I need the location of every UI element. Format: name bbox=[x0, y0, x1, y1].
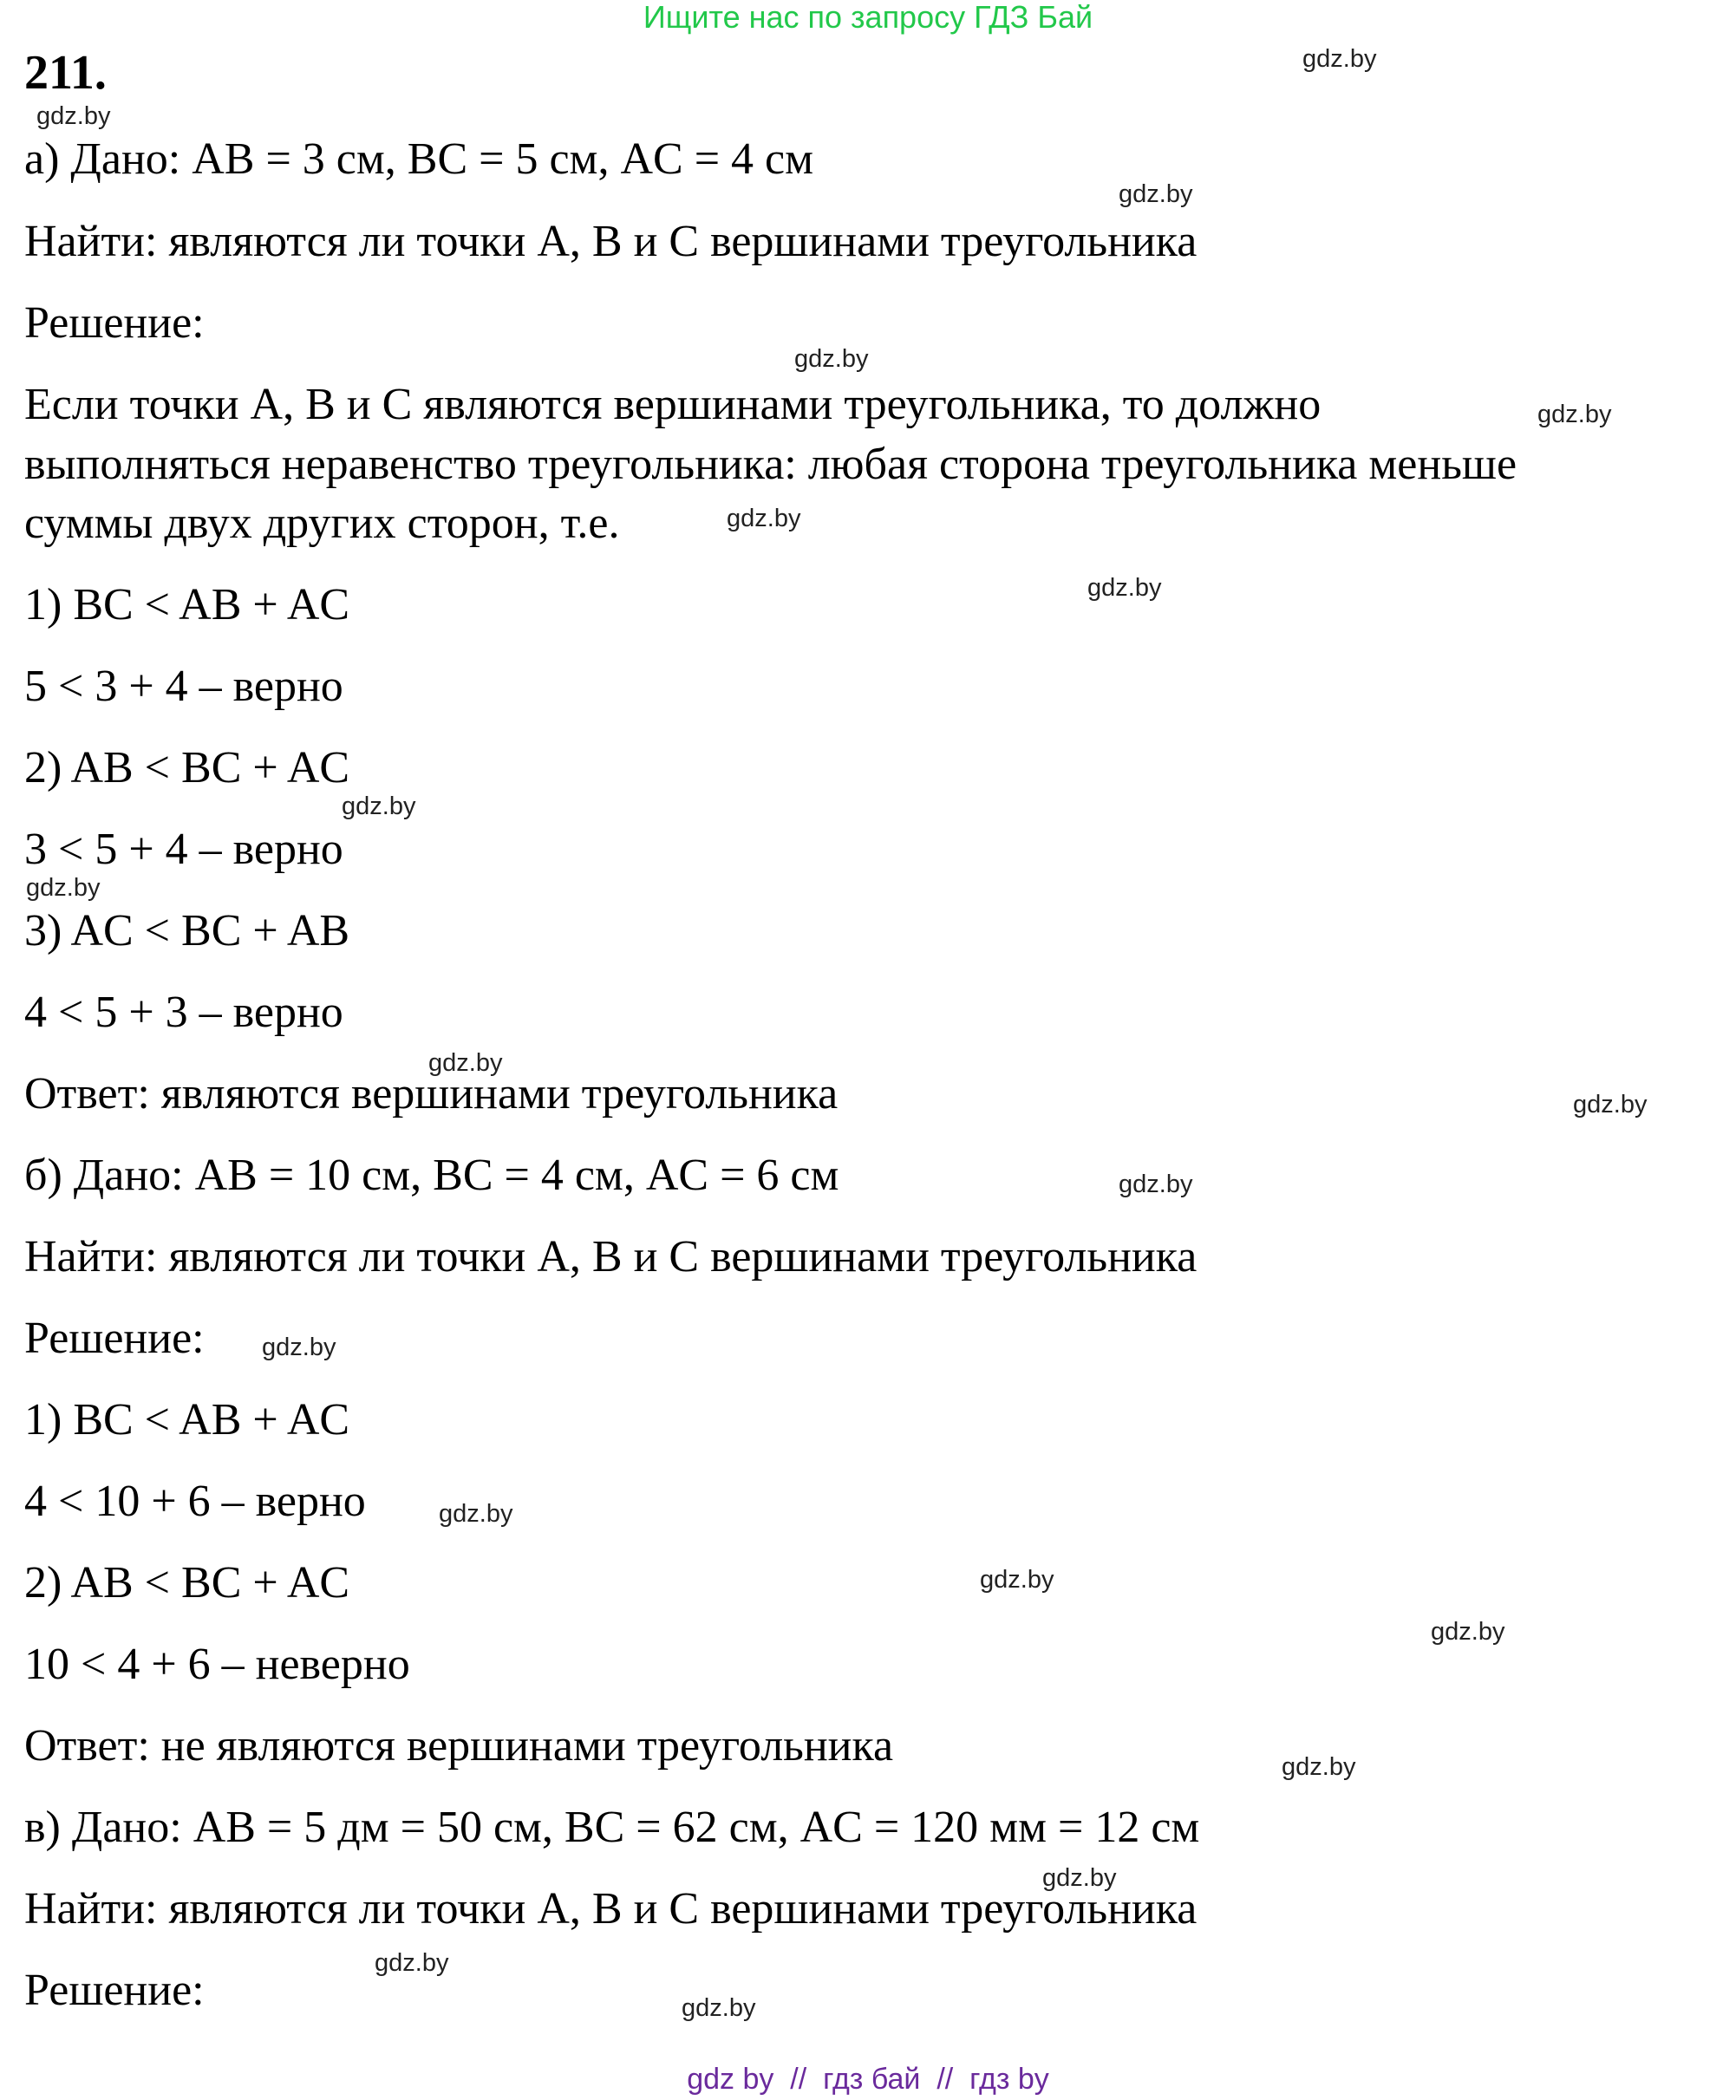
part-a-inequality-3: 3) AC < BC + AB bbox=[24, 906, 350, 955]
watermark: gdz.by bbox=[439, 1500, 513, 1528]
part-b-find: Найти: являются ли точки A, B и C вершинами треугольника bbox=[24, 1232, 1198, 1282]
part-a-check-3: 4 < 5 + 3 – верно bbox=[24, 988, 343, 1037]
watermark: gdz.by bbox=[1119, 180, 1193, 208]
watermark: gdz.by bbox=[342, 792, 416, 820]
watermark: gdz.by bbox=[1302, 45, 1377, 73]
watermark: gdz.by bbox=[1431, 1618, 1505, 1646]
watermark: gdz.by bbox=[428, 1049, 503, 1077]
part-b-check-1: 4 < 10 + 6 – верно bbox=[24, 1477, 366, 1526]
watermark: gdz.by bbox=[1282, 1753, 1356, 1781]
part-a-explanation-line-1: Если точки A, B и C являются вершинами треугольника, то должно bbox=[24, 380, 1322, 429]
watermark: gdz.by bbox=[1087, 574, 1162, 602]
watermark: gdz.by bbox=[36, 102, 111, 130]
part-b-inequality-2: 2) AB < BC + AC bbox=[24, 1558, 350, 1608]
part-b-inequality-1: 1) BC < AB + AC bbox=[24, 1395, 350, 1445]
part-a-find: Найти: являются ли точки A, B и C вершинами треугольника bbox=[24, 217, 1198, 266]
part-c-find: Найти: являются ли точки A, B и C вершинами треугольника bbox=[24, 1884, 1198, 1934]
watermark: gdz.by bbox=[794, 345, 869, 373]
part-b-answer: Ответ: не являются вершинами треугольника bbox=[24, 1721, 894, 1771]
part-b-check-2: 10 < 4 + 6 – неверно bbox=[24, 1640, 410, 1689]
watermark: gdz.by bbox=[26, 874, 101, 902]
part-a-given: а) Дано: AB = 3 см, BC = 5 см, AC = 4 см bbox=[24, 134, 813, 184]
part-a-inequality-2: 2) AB < BC + AC bbox=[24, 743, 350, 792]
task-number: 211. bbox=[24, 46, 107, 100]
watermark: gdz.by bbox=[682, 1994, 756, 2022]
part-a-answer: Ответ: являются вершинами треугольника bbox=[24, 1069, 839, 1118]
watermark: gdz.by bbox=[1042, 1864, 1117, 1892]
watermark: gdz.by bbox=[727, 505, 801, 532]
watermark: gdz.by bbox=[1537, 401, 1612, 428]
part-b-given: б) Дано: AB = 10 см, BC = 4 см, AC = 6 см bbox=[24, 1151, 839, 1200]
part-a-solution-heading: Решение: bbox=[24, 298, 205, 348]
part-a-inequality-1: 1) BC < AB + AC bbox=[24, 580, 350, 629]
part-a-check-2: 3 < 5 + 4 – верно bbox=[24, 825, 343, 874]
watermark: gdz.by bbox=[1119, 1171, 1193, 1198]
search-banner: Ищите нас по запросу ГДЗ Бай bbox=[643, 0, 1093, 35]
part-c-solution-heading: Решение: bbox=[24, 1966, 205, 2015]
part-a-explanation-line-2: выполняться неравенство треугольника: любая сторона треугольника меньше bbox=[24, 440, 1517, 489]
watermark: gdz.by bbox=[262, 1334, 336, 1361]
part-c-given: в) Дано: AB = 5 дм = 50 см, BC = 62 см, AC = 120 мм = 12 см bbox=[24, 1803, 1200, 1852]
part-b-solution-heading: Решение: bbox=[24, 1314, 205, 1363]
part-a-check-1: 5 < 3 + 4 – верно bbox=[24, 662, 343, 711]
part-a-explanation-line-3: суммы двух других сторон, т.е. bbox=[24, 499, 620, 548]
watermark: gdz.by bbox=[980, 1566, 1054, 1594]
watermark: gdz.by bbox=[375, 1949, 449, 1977]
footer-watermark: gdz by // гдз бай // гдз by bbox=[687, 2063, 1049, 2096]
watermark: gdz.by bbox=[1573, 1091, 1648, 1118]
